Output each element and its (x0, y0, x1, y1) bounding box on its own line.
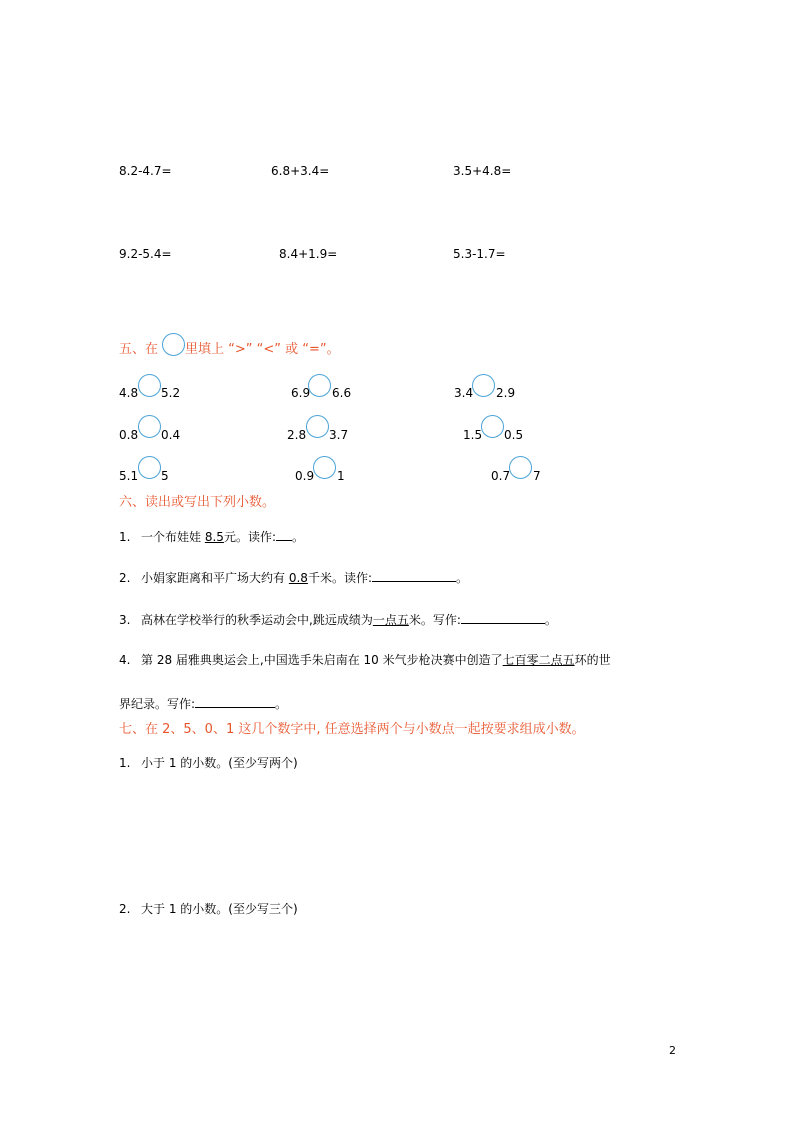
answer-circle[interactable] (313, 456, 336, 479)
question-2 (119, 569, 468, 585)
compare-left: 0.8 (119, 428, 139, 442)
answer-circle[interactable] (138, 374, 161, 397)
page-number: 2 (669, 1044, 676, 1057)
section7-question-2 (119, 902, 298, 916)
compare-right: 5 (161, 469, 169, 483)
question-text: 一个布娃娃 (141, 530, 202, 544)
question-text: 第 28 届雅典奥运会上,中国选手朱启南在 10 米气步枪决赛中创造了 (141, 653, 503, 667)
answer-blank[interactable] (461, 611, 545, 624)
compare-left: 4.8 (119, 386, 139, 400)
calc-item: 5.3-1.7= (453, 247, 506, 261)
question-number: 3. (119, 613, 131, 627)
question-number: 4. (119, 653, 131, 667)
answer-circle[interactable] (509, 456, 532, 479)
compare-left: 6.9 (291, 386, 311, 400)
question-4-continued (119, 695, 287, 711)
compare-right: 6.6 (332, 386, 352, 400)
question-number: 1. (119, 530, 131, 544)
question-end: 。 (455, 571, 468, 585)
section7-question-1 (119, 756, 298, 770)
question-number: 2. (119, 571, 131, 585)
question-text: 千米。读作: (307, 571, 372, 585)
compare-right: 7 (533, 469, 541, 483)
compare-left: 1.5 (463, 428, 483, 442)
compare-left: 0.7 (491, 469, 511, 483)
answer-circle[interactable] (472, 374, 495, 397)
compare-left: 0.9 (295, 469, 315, 483)
calc-item: 8.2-4.7= (119, 164, 172, 178)
underlined-value: 0.8 (288, 571, 308, 585)
calc-item: 8.4+1.9= (279, 247, 338, 261)
question-text: 米。写作: (408, 613, 461, 627)
answer-circle[interactable] (138, 415, 161, 438)
answer-blank[interactable] (372, 569, 456, 582)
answer-circle[interactable] (162, 333, 185, 356)
question-text: 元。读作: (223, 530, 276, 544)
question-text: 界纪录。写作: (119, 697, 196, 711)
compare-left: 5.1 (119, 469, 139, 483)
underlined-value: 一点五 (372, 613, 409, 627)
question-text: 小娟家距离和平广场大约有 (141, 571, 286, 585)
compare-right: 2.9 (496, 386, 516, 400)
compare-left: 3.4 (454, 386, 474, 400)
compare-right: 5.2 (161, 386, 181, 400)
question-number: 1. (119, 756, 131, 770)
section5-title-b: 里填上 “>” “<” 或 “=”。 (185, 342, 340, 357)
calc-item: 6.8+3.4= (271, 164, 330, 178)
compare-right: 0.5 (504, 428, 524, 442)
answer-circle[interactable] (308, 374, 331, 397)
section6-title: 六、读出或写出下列小数。 (119, 495, 276, 510)
question-end: 。 (275, 697, 288, 711)
compare-left: 2.8 (287, 428, 307, 442)
compare-right: 1 (337, 469, 345, 483)
compare-right: 0.4 (161, 428, 181, 442)
question-1 (119, 528, 304, 544)
underlined-value: 8.5 (204, 530, 224, 544)
question-end: 。 (291, 530, 304, 544)
section5-title-a: 五、在 (119, 342, 159, 357)
question-number: 2. (119, 902, 131, 916)
question-3 (119, 611, 557, 627)
question-4 (119, 653, 611, 667)
section7-title: 七、在 2、5、0、1 这几个数字中, 任意选择两个与小数点一起按要求组成小数。 (119, 722, 585, 737)
question-text: 环的世 (574, 653, 611, 667)
question-text: 小于 1 的小数。(至少写两个) (141, 756, 298, 770)
question-end: 。 (544, 613, 557, 627)
underlined-value: 七百零二点五 (502, 653, 575, 667)
answer-blank[interactable] (195, 695, 275, 708)
answer-blank[interactable] (276, 528, 292, 541)
answer-circle[interactable] (306, 415, 329, 438)
calc-item: 9.2-5.4= (119, 247, 172, 261)
compare-right: 3.7 (329, 428, 349, 442)
answer-circle[interactable] (138, 456, 161, 479)
question-text: 高林在学校举行的秋季运动会中,跳远成绩为 (141, 613, 373, 627)
answer-circle[interactable] (481, 415, 504, 438)
question-text: 大于 1 的小数。(至少写三个) (141, 902, 298, 916)
calc-item: 3.5+4.8= (453, 164, 512, 178)
